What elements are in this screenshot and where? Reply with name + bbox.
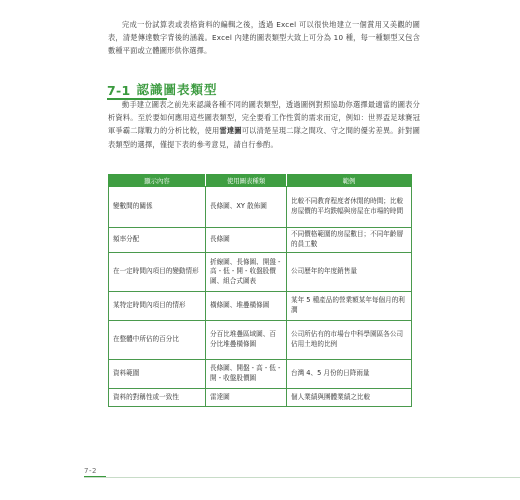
table-cell-content: 在一定時間內項目的變動情形 (109, 253, 206, 292)
header-example: 範例 (287, 175, 412, 187)
table-cell-content: 變數間的關係 (109, 187, 206, 228)
table-cell-content: 在整體中所佔的百分比 (109, 321, 206, 360)
table-row (109, 321, 412, 360)
body-paragraph (108, 98, 420, 151)
footer-rule (84, 477, 520, 478)
table-cell-example: 比較不同教育程度者休閒的時間；比較房屋價的平均跌幅與房屋在市場的時間 (287, 187, 412, 228)
table-cell-content: 某特定時間內項目的情形 (109, 292, 206, 321)
table-cell-example: 台灣 4、5 月份的日降雨量 (287, 360, 412, 389)
table-cell-chart-type: 橫條圖、堆疊橫條圖 (206, 292, 287, 321)
table-cell-content: 資料的對稱性或一致性 (109, 389, 206, 407)
table-row (109, 292, 412, 321)
body-emphasis: 雷達圖 (219, 126, 242, 136)
table-cell-example: 某年 5 種產品的營業額某年每個月的利潤 (287, 292, 412, 321)
section-title: 認識圖表類型 (136, 82, 218, 97)
table-cell-example: 公司所佔有的市場台中科學園區各公司佔用土地的比例 (287, 321, 412, 360)
table-cell-example: 不同價格範圍的房屋數目；不同年齡層的員工數 (287, 228, 412, 253)
table-cell-chart-type: 分百比堆疊區域圖、百分比堆疊橫條圖 (206, 321, 287, 360)
intro-paragraph: 完成一份試算表或表格資料的編輯之後，透過 Excel 可以很快地建立一個賞用又美觀的圖表，清楚傳達數字背後的涵義。Excel 內建的圖表類型大致上可分為 10 種，每一種類型又包含數種平面或立體圖形供你選擇。 (108, 20, 420, 56)
chart-type-table (108, 174, 411, 407)
table-cell-example: 公司歷年的年度銷售量 (287, 253, 412, 292)
page-number: 7-2 (84, 467, 97, 475)
table-cell-chart-type: 長條圖、XY 散佈圖 (206, 187, 287, 228)
table-row (109, 389, 412, 407)
table-cell-example: 個人業績與團體業績之比較 (287, 389, 412, 407)
table-row (109, 228, 412, 253)
table-row (109, 253, 412, 292)
table-cell-content: 頻率分配 (109, 228, 206, 253)
table-cell-chart-type: 折線圖、長條圖、開盤 - 高 - 低 - 開 - 收盤股價圖、組合式圖表 (206, 253, 287, 292)
table-cell-content: 資料範圍 (109, 360, 206, 389)
table-cell-chart-type: 長條圖、開盤 - 高 - 低 - 開 - 收盤股價圖 (206, 360, 287, 389)
body-text-before: 動手建立圖表之前先來認識各種不同的圖表類型，透過圖例對照協助你選擇最適當的圖表分析資料。至於要如何應用這些圖表類型，完全要看工作性質的需求而定，例如：世界盃足球賽冠軍爭霸二隊戰力的分析比較，使用 (108, 100, 420, 136)
header-display-content: 顯示內容 (109, 175, 206, 187)
header-chart-type: 使用圖表種類 (206, 175, 287, 187)
section-number: 7-1 (107, 83, 131, 98)
section-heading (107, 80, 218, 98)
table-row (109, 360, 412, 389)
table-header-row (109, 175, 412, 187)
table-row (109, 187, 412, 228)
table-cell-chart-type: 雷達圖 (206, 389, 287, 407)
body-text-after: 可以清楚呈現二隊之間攻、守之間的優劣差異。針對圖表類型的選擇，僅提下表的參考意見，請自行參酌。 (108, 126, 420, 149)
table-cell-chart-type: 長條圖 (206, 228, 287, 253)
